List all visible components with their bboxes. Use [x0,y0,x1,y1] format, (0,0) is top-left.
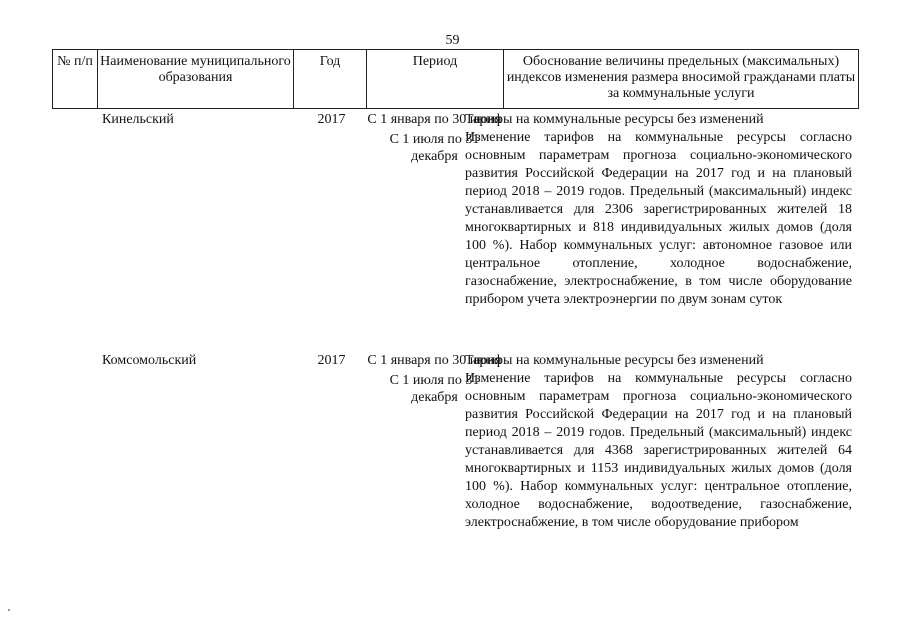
year-value: 2017 [317,112,346,127]
basis-no-change: Тарифы на коммунальные ресурсы без изменений [465,353,764,368]
basis-description: Изменение тарифов на коммунальные ресурсы согласно основным параметрам прогноза социально-экономического развития Российской Федерации на 2017 год и на плановый период 2018 – 2019 годов. Предельный (максимальный) индекс устанавливается для 2306 зарегистрированных жителей 18 многоквартирных и 818 индивидуальных жилых домов (доля 100 %). Набор коммунальных услуг: автономное газовое или центральное отопление, холодное водоснабжение, газоснабжение, электроснабжение, в том числе оборудование прибором учета электроэнергии по двум зонам суток [465,130,852,307]
year-value: 2017 [317,353,346,368]
header-period: Период [366,50,503,108]
header-municipality: Наименование муниципального образования [97,50,293,108]
scan-speck [8,609,10,611]
page-number: 59 [445,33,460,48]
period-second-half: С 1 июля по 31 декабря [389,373,480,405]
header-basis: Обоснование величины предельных (максимальных) индексов изменения размера вносимой гражданами платы за коммунальные услуги [503,50,859,108]
municipality-name: Кинельский [102,112,174,127]
basis-no-change: Тарифы на коммунальные ресурсы без изменений [465,112,764,127]
period-second-half: С 1 июля по 31 декабря [389,132,480,164]
period-first-half: С 1 января по 30 июня [367,353,502,368]
table-header [52,49,859,109]
municipality-name: Комсомольский [102,353,197,368]
header-year: Год [293,50,366,108]
basis-cell [465,111,852,309]
period-first-half: С 1 января по 30 июня [367,112,502,127]
basis-description: Изменение тарифов на коммунальные ресурсы согласно основным параметрам прогноза социально-экономического развития Российской Федерации на 2017 год и на плановый период 2018 – 2019 годов. Предельный (максимальный) индекс устанавливается для 4368 зарегистрированных жителей 64 многоквартирных и 1153 индивидуальных жилых домов (доля 100 %). Набор коммунальных услуг: центральное отопление, холодное водоснабжение, водоотведение, газоснабжение, электроснабжение, в том числе оборудование прибором [465,371,852,530]
basis-cell [465,352,852,532]
header-number: № п/п [52,50,97,108]
